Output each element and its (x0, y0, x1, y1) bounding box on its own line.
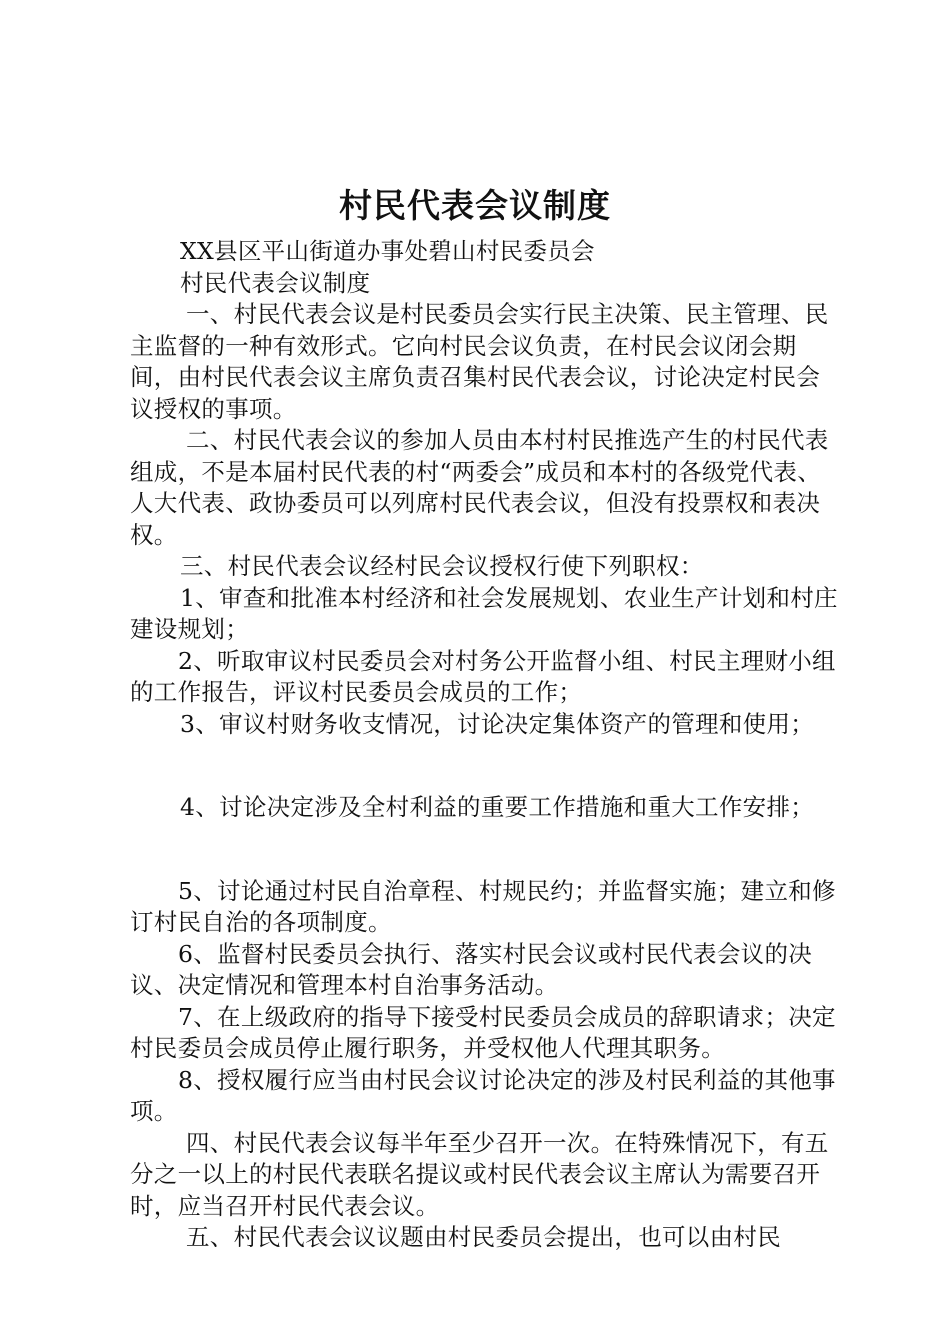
paragraph-subtitle: 村民代表会议制度 (180, 268, 371, 297)
paragraph-section-3: 三、村民代表会议经村民会议授权行使下列职权： (180, 552, 704, 580)
paragraph-item-5: 5、讨论通过村民自治章程、村规民约；并监督实施；建立和修订村民自治的各项制度。 (130, 876, 836, 936)
paragraph-section-1: 一、村民代表会议是村民委员会实行民主决策、民主管理、民主监督的一种有效形式。它向村民会议负责，在村民会议闭会期间，由村民代表会议主席负责召集村民代表会议，讨论决定村民会议授权的事项。 (130, 300, 829, 423)
paragraph-section-5: 五、村民代表会议议题由村民委员会提出，也可以由村民 (186, 1223, 781, 1251)
paragraph-item-6: 6、监督村民委员会执行、落实村民会议或村民代表会议的决议、决定情况和管理本村自治事务活动。 (130, 939, 813, 999)
paragraph-section-2: 二、村民代表会议的参加人员由本村村民推选产生的村民代表组成，不是本届村民代表的村“两委会”成员和本村的各级党代表、人大代表、政协委员可以列席村民代表会议，但没有投票权和表决权。 (130, 426, 829, 549)
paragraph-item-2: 2、听取审议村民委员会对村务公开监督小组、村民主理财小组的工作报告，评议村民委员会成员的工作； (130, 646, 836, 706)
paragraph-item-3: 3、审议村财务收支情况，讨论决定集体资产的管理和使用； (180, 709, 815, 738)
paragraph-section-4: 四、村民代表会议每半年至少召开一次。在特殊情况下，有五分之一以上的村民代表联名提议或村民代表会议主席认为需要召开时，应当召开村民代表会议。 (130, 1128, 829, 1220)
paragraph-item-7: 7、在上级政府的指导下接受村民委员会成员的辞职请求；决定村民委员会成员停止履行职务，并受权他人代理其职务。 (130, 1002, 836, 1062)
document-body (130, 236, 842, 1254)
document-title: 村民代表会议制度 (339, 186, 611, 225)
paragraph-item-4: 4、讨论决定涉及全村利益的重要工作措施和重大工作安排； (180, 793, 815, 821)
paragraph-item-8: 8、授权履行应当由村民会议讨论决定的涉及村民利益的其他事项。 (130, 1065, 836, 1125)
paragraph-item-1: 1、审查和批准本村经济和社会发展规划、农业生产计划和村庄建设规划； (130, 583, 838, 643)
paragraph-organization: XX县区平山街道办事处碧山村民委员会 (180, 237, 595, 265)
